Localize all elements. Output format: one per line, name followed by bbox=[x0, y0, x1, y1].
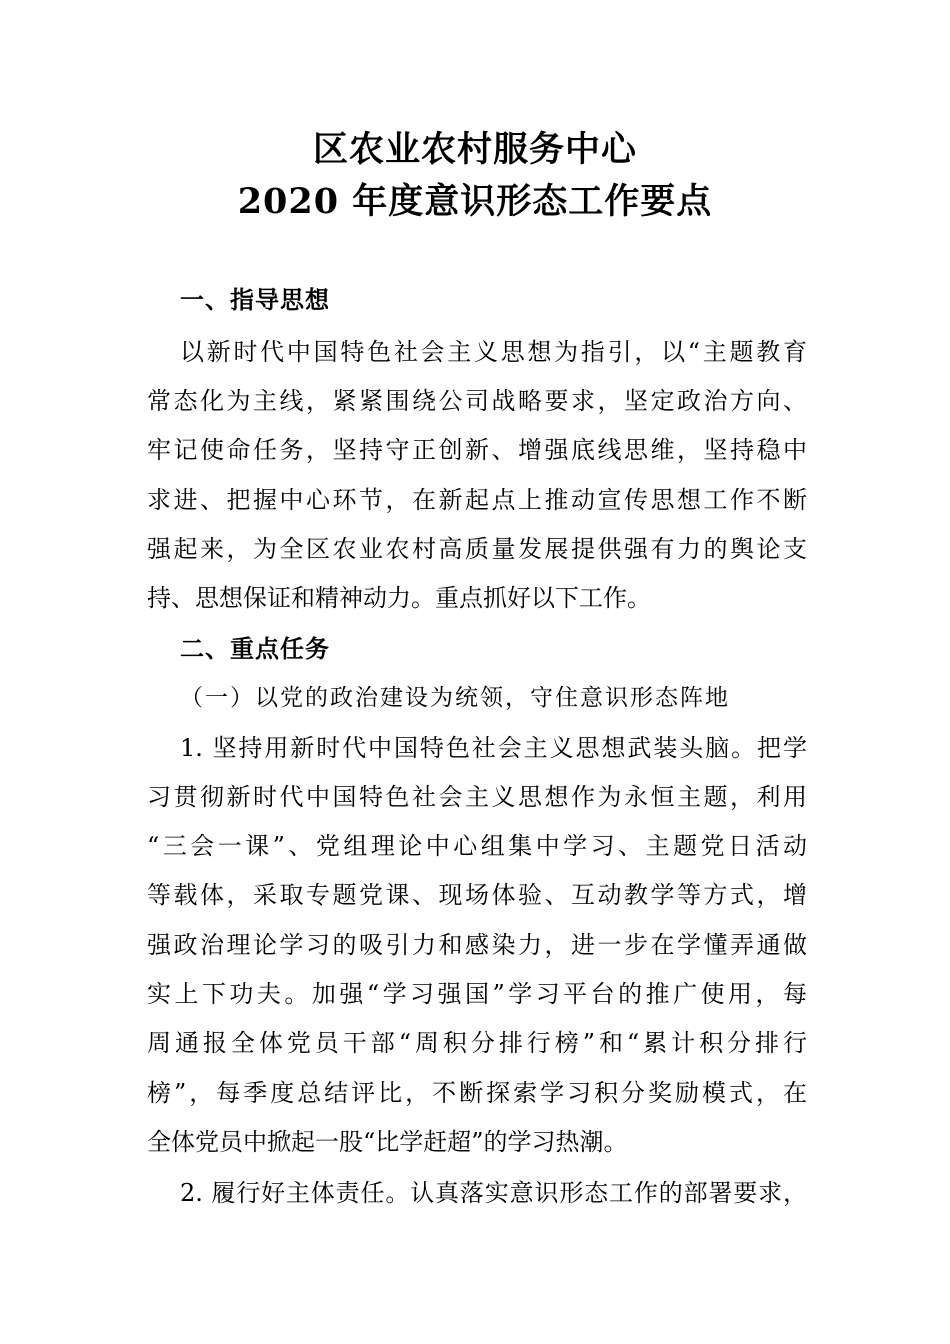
paragraph-line: 牢记使命任务，坚持守正创新、增强底线思维，坚持稳中 bbox=[147, 436, 807, 464]
paragraph-line: 持、思想保证和精神动力。重点抓好以下工作。 bbox=[147, 584, 651, 612]
paragraph-line: 2. 履行好主体责任。认真落实意识形态工作的部署要求， bbox=[180, 1179, 807, 1207]
paragraph-line: 强起来，为全区农业农村高质量发展提供强有力的舆论支 bbox=[147, 535, 807, 563]
document-title-line-1: 区农业农村服务中心 bbox=[312, 129, 637, 170]
paragraph-line: 周通报全体党员干部“周积分排行榜”和“累计积分排行 bbox=[147, 1029, 807, 1057]
paragraph-line: 榜”，每季度总结评比，不断探索学习积分奖励模式，在 bbox=[147, 1079, 807, 1107]
paragraph-line: “三会一课”、党组理论中心组集中学习、主题党日活动 bbox=[147, 832, 807, 860]
document-title-line-2: 2020 年度意识形态工作要点 bbox=[237, 181, 713, 222]
section-heading-guiding-ideology: 一、指导思想 bbox=[180, 286, 330, 314]
paragraph-line: 1. 坚持用新时代中国特色社会主义思想武装头脑。把学 bbox=[180, 734, 807, 762]
section-heading-key-tasks: 二、重点任务 bbox=[180, 635, 330, 663]
paragraph-line: 强政治理论学习的吸引力和感染力，进一步在学懂弄通做 bbox=[147, 931, 807, 959]
paragraph-line: 实上下功夫。加强“学习强国”学习平台的推广使用，每 bbox=[147, 980, 807, 1008]
paragraph-line: 全体党员中掀起一股“比学赶超”的学习热潮。 bbox=[147, 1128, 628, 1156]
paragraph-line: 求进、把握中心环节，在新起点上推动宣传思想工作不断 bbox=[147, 486, 807, 514]
paragraph-line: 常态化为主线，紧紧围绕公司战略要求，坚定政治方向、 bbox=[147, 387, 807, 415]
paragraph-line: 以新时代中国特色社会主义思想为指引，以“主题教育 bbox=[180, 338, 807, 366]
paragraph-line: 习贯彻新时代中国特色社会主义思想作为永恒主题，利用 bbox=[147, 783, 807, 811]
paragraph-line: 等载体，采取专题党课、现场体验、互动教学等方式，增 bbox=[147, 881, 807, 909]
subsection-heading: （一）以党的政治建设为统领，守住意识形态阵地 bbox=[180, 685, 730, 711]
